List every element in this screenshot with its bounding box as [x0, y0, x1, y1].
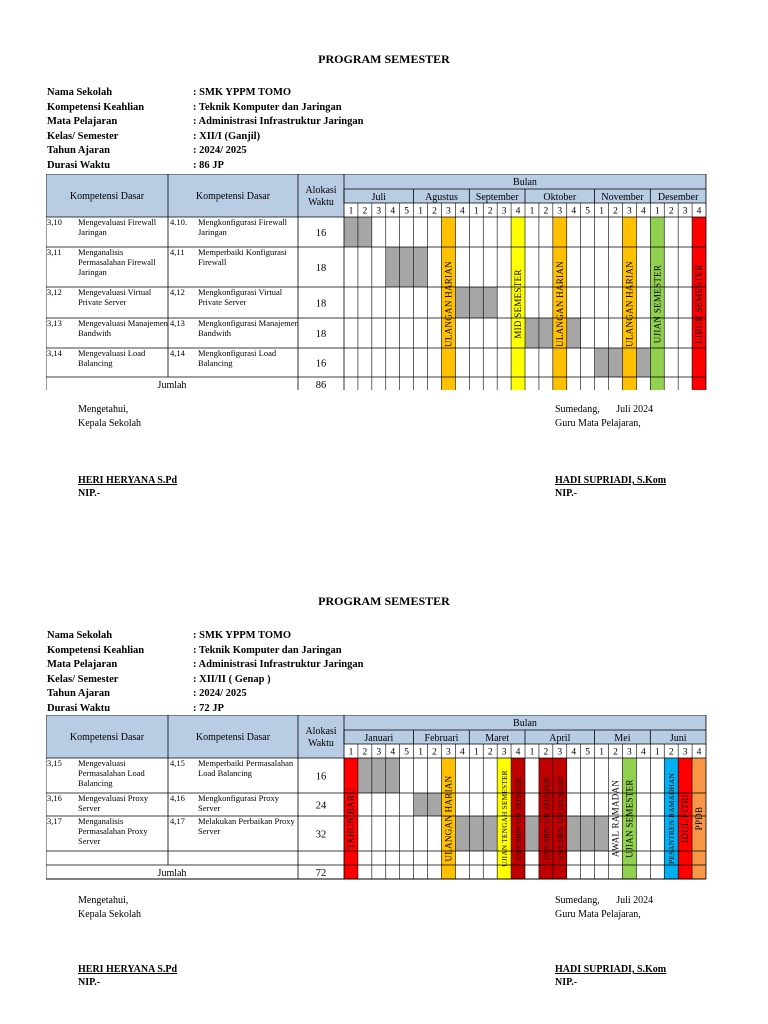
- week-label: 1: [529, 206, 535, 217]
- kd-text: Load Balancing: [198, 768, 253, 778]
- event-label: ULANGAN HARIAN: [443, 775, 454, 862]
- info-value: : SMK YPPM TOMO: [193, 87, 292, 98]
- event-label: AWAL RAMADAN: [610, 779, 621, 858]
- info-label: Tahun Ajaran: [47, 688, 110, 699]
- kd-number: 3,16: [47, 793, 62, 803]
- kd-text: Permasalahan Proxy: [78, 826, 148, 836]
- col-header-alokasi: Waktu: [308, 738, 334, 749]
- event-label-group: [680, 794, 690, 843]
- kd-number: 4,16: [170, 793, 185, 803]
- week-label: 2: [613, 206, 618, 217]
- info-label: Kompetensi Keahlian: [47, 101, 145, 113]
- kd-number: 4,11: [170, 247, 185, 257]
- info-value: : 2024/ 2025: [193, 688, 247, 699]
- event-label-group: [694, 264, 704, 343]
- principal-nip: NIP.-: [78, 488, 101, 499]
- kd-number: 3,17: [47, 816, 62, 826]
- month-label: November: [601, 192, 644, 203]
- activity-week-cell: [469, 287, 483, 318]
- activity-week-cell: [525, 816, 539, 851]
- info-value: : XII/I (Ganjil): [193, 130, 261, 142]
- week-label: 2: [543, 747, 549, 758]
- week-label: 4: [515, 206, 521, 217]
- month-label: April: [549, 733, 571, 744]
- activity-week-cell: [595, 816, 609, 851]
- col-header-bulan: Bulan: [513, 718, 537, 729]
- kd-text: Private Server: [198, 297, 247, 307]
- principal-nip: NIP.-: [78, 977, 101, 988]
- col-header-kd1: Kompetensi Dasar: [69, 191, 145, 202]
- info-label: Kelas/ Semester: [47, 130, 119, 142]
- week-label: 3: [627, 747, 632, 758]
- col-header-kd2: Kompetensi Dasar: [195, 191, 271, 202]
- kd-number: 4,13: [170, 318, 185, 328]
- activity-week-cell: [414, 793, 428, 816]
- week-label: 2: [487, 747, 493, 758]
- kd-number: 4.10.: [170, 217, 187, 227]
- total-value: 86: [315, 380, 327, 390]
- activity-week-cell: [358, 758, 372, 793]
- kd-number: 3,15: [47, 758, 62, 768]
- week-label: 5: [585, 206, 591, 217]
- activity-week-cell: [455, 816, 469, 851]
- week-label: 5: [404, 747, 410, 758]
- sign-mengetahui: Mengetahui,: [78, 895, 129, 906]
- week-label: 2: [668, 206, 674, 217]
- week-label: 1: [599, 206, 604, 217]
- week-label: 2: [668, 747, 674, 758]
- info-label: Kelas/ Semester: [47, 673, 119, 685]
- kd-text: Balancing: [78, 778, 113, 788]
- week-label: 1: [473, 206, 479, 217]
- week-label: 2: [432, 747, 437, 758]
- col-header-kd2: Kompetensi Dasar: [195, 732, 271, 743]
- week-label: 3: [376, 206, 382, 217]
- sign-role: Kepala Sekolah: [78, 418, 142, 429]
- event-label-group: [443, 261, 453, 347]
- activity-week-cell: [483, 287, 497, 318]
- month-label: Agustus: [425, 192, 458, 203]
- event-label-group: [513, 269, 523, 338]
- event-label-group: [346, 788, 356, 849]
- activity-week-cell: [358, 217, 372, 247]
- month-label: Januari: [364, 733, 394, 744]
- kd-text: Mengevaluasi Proxy: [78, 793, 149, 803]
- alokasi-jp: 16: [315, 771, 327, 783]
- signature-left-genap: [78, 895, 177, 988]
- activity-week-cell: [400, 247, 414, 287]
- teacher-nip: NIP.-: [555, 488, 578, 499]
- signature-right-genap: [555, 895, 666, 988]
- kd-text: Mengkonfigurasi Firewall: [198, 217, 287, 227]
- kd-number: 3,11: [47, 247, 62, 257]
- page-title-ganjil: PROGRAM SEMESTER: [318, 52, 450, 66]
- col-header-alokasi: Waktu: [308, 197, 334, 208]
- week-label: 1: [418, 747, 423, 758]
- info-value: : 72 JP: [193, 702, 224, 714]
- week-label: 3: [501, 206, 507, 217]
- event-label-group: [694, 807, 704, 831]
- teacher-nip: NIP.-: [555, 977, 578, 988]
- kd-text: Mengevaluasi: [78, 758, 126, 768]
- activity-week-cell: [539, 318, 553, 348]
- kd-text: Server: [78, 836, 101, 846]
- kd-text: Permasalahan Firewall: [78, 257, 156, 267]
- info-value: : Teknik Komputer dan Jaringan: [193, 644, 342, 656]
- week-label: 1: [473, 747, 479, 758]
- month-label: Mei: [614, 733, 631, 744]
- signature-left-ganjil: [78, 404, 177, 499]
- kd-number: 4,15: [170, 758, 185, 768]
- week-label: 3: [682, 206, 688, 217]
- info-label: Nama Sekolah: [47, 87, 113, 98]
- kd-text: Mengkonfigurasi Proxy: [198, 793, 279, 803]
- week-label: 2: [432, 206, 437, 217]
- event-label: TAHUN BARU: [345, 787, 356, 850]
- week-label: 4: [571, 206, 577, 217]
- activity-week-cell: [372, 758, 386, 793]
- activity-week-cell: [595, 348, 609, 377]
- info-value: : Teknik Komputer dan Jaringan: [193, 101, 342, 113]
- week-label: 3: [682, 747, 688, 758]
- kd-number: 4,12: [170, 287, 185, 297]
- event-label-group: [515, 777, 523, 860]
- month-label: Maret: [485, 733, 510, 744]
- total-value: 72: [315, 868, 327, 879]
- week-label: 3: [446, 747, 451, 758]
- teacher-name: HADI SUPRIADI, S.Kom: [555, 475, 667, 486]
- kd-number: 3,14: [47, 348, 62, 358]
- event-label-group: [555, 261, 565, 347]
- event-label: UJIAN TENGAH SEMESTER: [501, 770, 510, 867]
- info-value: : 2024/ 2025: [193, 145, 247, 156]
- week-label: 2: [543, 206, 549, 217]
- sign-date: Juli 2024: [616, 895, 654, 906]
- alokasi-jp: 18: [315, 263, 327, 274]
- info-label: Mata Pelajaran: [47, 659, 118, 670]
- week-label: 1: [654, 747, 660, 758]
- kd-text: Permasalahan Load: [78, 768, 145, 778]
- week-label: 1: [529, 747, 535, 758]
- week-label: 3: [501, 747, 507, 758]
- event-label: MID SEMESTER: [513, 269, 524, 339]
- teacher-name: HADI SUPRIADI, S.Kom: [555, 964, 667, 975]
- semester-plan-table-genap: [46, 715, 707, 881]
- kd-text: Server: [78, 803, 101, 813]
- week-label: 4: [390, 747, 396, 758]
- kd-text: Server: [198, 826, 221, 836]
- week-label: 5: [404, 206, 410, 217]
- week-label: 1: [348, 206, 354, 217]
- activity-week-cell: [386, 247, 400, 287]
- week-label: 4: [459, 206, 465, 217]
- info-value: : Administrasi Infrastruktur Jaringan: [193, 659, 364, 670]
- activity-week-cell: [386, 758, 400, 793]
- week-label: 4: [640, 747, 646, 758]
- event-label: ULANGAN HARIAN: [554, 261, 565, 347]
- kd-text: Melakukan Perbaikan Proxy: [198, 816, 295, 826]
- week-label: 1: [348, 747, 354, 758]
- week-label: 3: [557, 747, 563, 758]
- event-label-group: [501, 770, 509, 867]
- info-value: : 86 JP: [193, 159, 224, 171]
- week-label: 4: [390, 206, 396, 217]
- kd-text: Menganalisis: [78, 247, 124, 257]
- col-header-alokasi: Alokasi: [305, 726, 337, 737]
- alokasi-jp: 24: [315, 800, 327, 812]
- event-label: ULANGAN HARIAN: [624, 261, 635, 347]
- week-label: 3: [627, 206, 632, 217]
- kd-text: Server: [198, 803, 221, 813]
- total-label: Jumlah: [157, 868, 187, 879]
- event-label: UJIAN SEMESTER: [652, 264, 663, 344]
- week-label: 5: [585, 747, 591, 758]
- info-label: Mata Pelajaran: [47, 116, 118, 127]
- info-value: : SMK YPPM TOMO: [193, 630, 292, 641]
- kd-text: Firewall: [198, 257, 227, 267]
- activity-week-cell: [469, 816, 483, 851]
- week-label: 4: [696, 206, 702, 217]
- activity-week-cell: [636, 348, 650, 377]
- month-label: Juli: [371, 192, 387, 203]
- alokasi-jp: 16: [315, 228, 327, 239]
- info-value: : XII/II ( Genap ): [193, 673, 271, 685]
- week-label: 2: [487, 206, 493, 217]
- kd-text: Bandwith: [78, 328, 112, 338]
- activity-week-cell: [344, 217, 358, 247]
- event-label: PESANTREN RAMADHAN: [668, 772, 677, 865]
- kd-number: 3,12: [47, 287, 62, 297]
- col-header-alokasi: Alokasi: [305, 185, 337, 196]
- event-label-group: [624, 779, 634, 857]
- week-label: 2: [362, 206, 368, 217]
- week-label: 1: [654, 206, 660, 217]
- activity-week-cell: [483, 816, 497, 851]
- event-label-group: [543, 777, 551, 860]
- info-label: Tahun Ajaran: [47, 145, 110, 156]
- principal-name: HERI HERYANA S.Pd: [78, 475, 178, 486]
- kd-text: Jaringan: [78, 227, 107, 237]
- sign-place: Sumedang,: [555, 404, 600, 415]
- activity-week-cell: [525, 318, 539, 348]
- week-label: 4: [696, 747, 702, 758]
- month-label: Desember: [657, 192, 699, 203]
- info-block-genap: [47, 629, 363, 716]
- kd-text: Memperbaiki Permasalahan: [198, 758, 294, 768]
- month-label: Oktober: [543, 192, 577, 203]
- kd-text: Balancing: [198, 358, 233, 368]
- col-header-bulan: Bulan: [513, 177, 537, 188]
- event-label-group: [652, 265, 662, 343]
- week-label: 4: [571, 747, 577, 758]
- kd-text: Jaringan: [198, 227, 227, 237]
- principal-name: HERI HERYANA S.Pd: [78, 964, 178, 975]
- event-label: US/USBN/ UN 2019/2020: [556, 776, 565, 861]
- month-label: September: [475, 192, 519, 203]
- kd-text: Mengkonfigurasi Load: [198, 348, 277, 358]
- sign-role: Kepala Sekolah: [78, 909, 142, 920]
- activity-week-cell: [567, 318, 581, 348]
- activity-week-cell: [414, 247, 428, 287]
- event-label-group: [624, 261, 634, 347]
- activity-week-cell: [428, 793, 442, 816]
- event-label: US/USBN/ UN 2019/2020: [542, 776, 551, 861]
- info-label: Nama Sekolah: [47, 630, 113, 641]
- kd-number: 3,13: [47, 318, 62, 328]
- week-label: 1: [599, 747, 604, 758]
- event-label: US/USBN/ UN 2019/2020: [515, 776, 524, 861]
- kd-text: Mengevaluasi Firewall: [78, 217, 157, 227]
- info-label: Durasi Waktu: [47, 159, 111, 171]
- alokasi-jp: 18: [315, 298, 327, 310]
- week-label: 4: [640, 206, 646, 217]
- week-label: 3: [557, 206, 563, 217]
- week-label: 4: [459, 747, 465, 758]
- info-label: Durasi Waktu: [47, 702, 111, 714]
- sign-place: Sumedang,: [555, 895, 600, 906]
- month-label: Februari: [424, 733, 459, 744]
- event-label-group: [443, 775, 453, 861]
- page-title-genap: PROGRAM SEMESTER: [318, 594, 450, 608]
- week-label: 3: [446, 206, 451, 217]
- total-label: Jumlah: [157, 380, 187, 390]
- week-label: 4: [515, 747, 521, 758]
- semester-plan-table-ganjil: [46, 174, 707, 390]
- info-block-ganjil: [47, 86, 363, 173]
- week-label: 3: [376, 747, 382, 758]
- kd-text: Bandwith: [198, 328, 232, 338]
- event-label-group: [611, 780, 621, 857]
- kd-text: Menganalisis: [78, 816, 124, 826]
- info-value: : Administrasi Infrastruktur Jaringan: [193, 116, 364, 127]
- alokasi-jp: 16: [315, 358, 327, 370]
- activity-week-cell: [581, 816, 595, 851]
- kd-text: Memperbaiki Konfigurasi: [198, 247, 287, 257]
- kd-text: Jaringan: [78, 267, 107, 277]
- sign-date: Juli 2024: [616, 404, 654, 415]
- sign-role: Guru Mata Pelajaran,: [555, 909, 641, 920]
- activity-week-cell: [609, 348, 623, 377]
- info-label: Kompetensi Keahlian: [47, 644, 145, 656]
- event-label-group: [557, 777, 565, 860]
- sign-role: Guru Mata Pelajaran,: [555, 418, 641, 429]
- activity-week-cell: [455, 287, 469, 318]
- event-label: IDUL FITRI: [680, 794, 691, 843]
- signature-right-ganjil: [555, 404, 666, 499]
- event-label: LIBUR SEMESTER: [694, 264, 705, 344]
- kd-text: Mengevaluasi Load: [78, 348, 146, 358]
- month-label: Juni: [669, 733, 687, 744]
- kd-number: 4,14: [170, 348, 185, 358]
- kd-text: Mengevaluasi Virtual: [78, 287, 152, 297]
- week-label: 1: [418, 206, 423, 217]
- kd-text: Private Server: [78, 297, 127, 307]
- event-label: UJIAN SEMESTER: [624, 779, 635, 858]
- event-label-group: [668, 772, 676, 864]
- kd-number: 3,10: [47, 217, 62, 227]
- kd-number: 4,17: [170, 816, 185, 826]
- activity-week-cell: [567, 816, 581, 851]
- event-label: PPDB: [694, 806, 705, 831]
- kd-text: Mengevaluasi Manajemen: [78, 318, 168, 328]
- kd-text: Mengkonfigurasi Manajemen: [198, 318, 299, 328]
- kd-text: Mengkonfigurasi Virtual: [198, 287, 283, 297]
- event-label: ULANGAN HARIAN: [443, 261, 454, 347]
- week-label: 2: [613, 747, 618, 758]
- week-label: 2: [362, 747, 368, 758]
- alokasi-jp: 18: [315, 329, 327, 340]
- col-header-kd1: Kompetensi Dasar: [69, 732, 145, 743]
- alokasi-jp: 32: [315, 829, 327, 841]
- sign-mengetahui: Mengetahui,: [78, 404, 129, 415]
- kd-text: Balancing: [78, 358, 113, 368]
